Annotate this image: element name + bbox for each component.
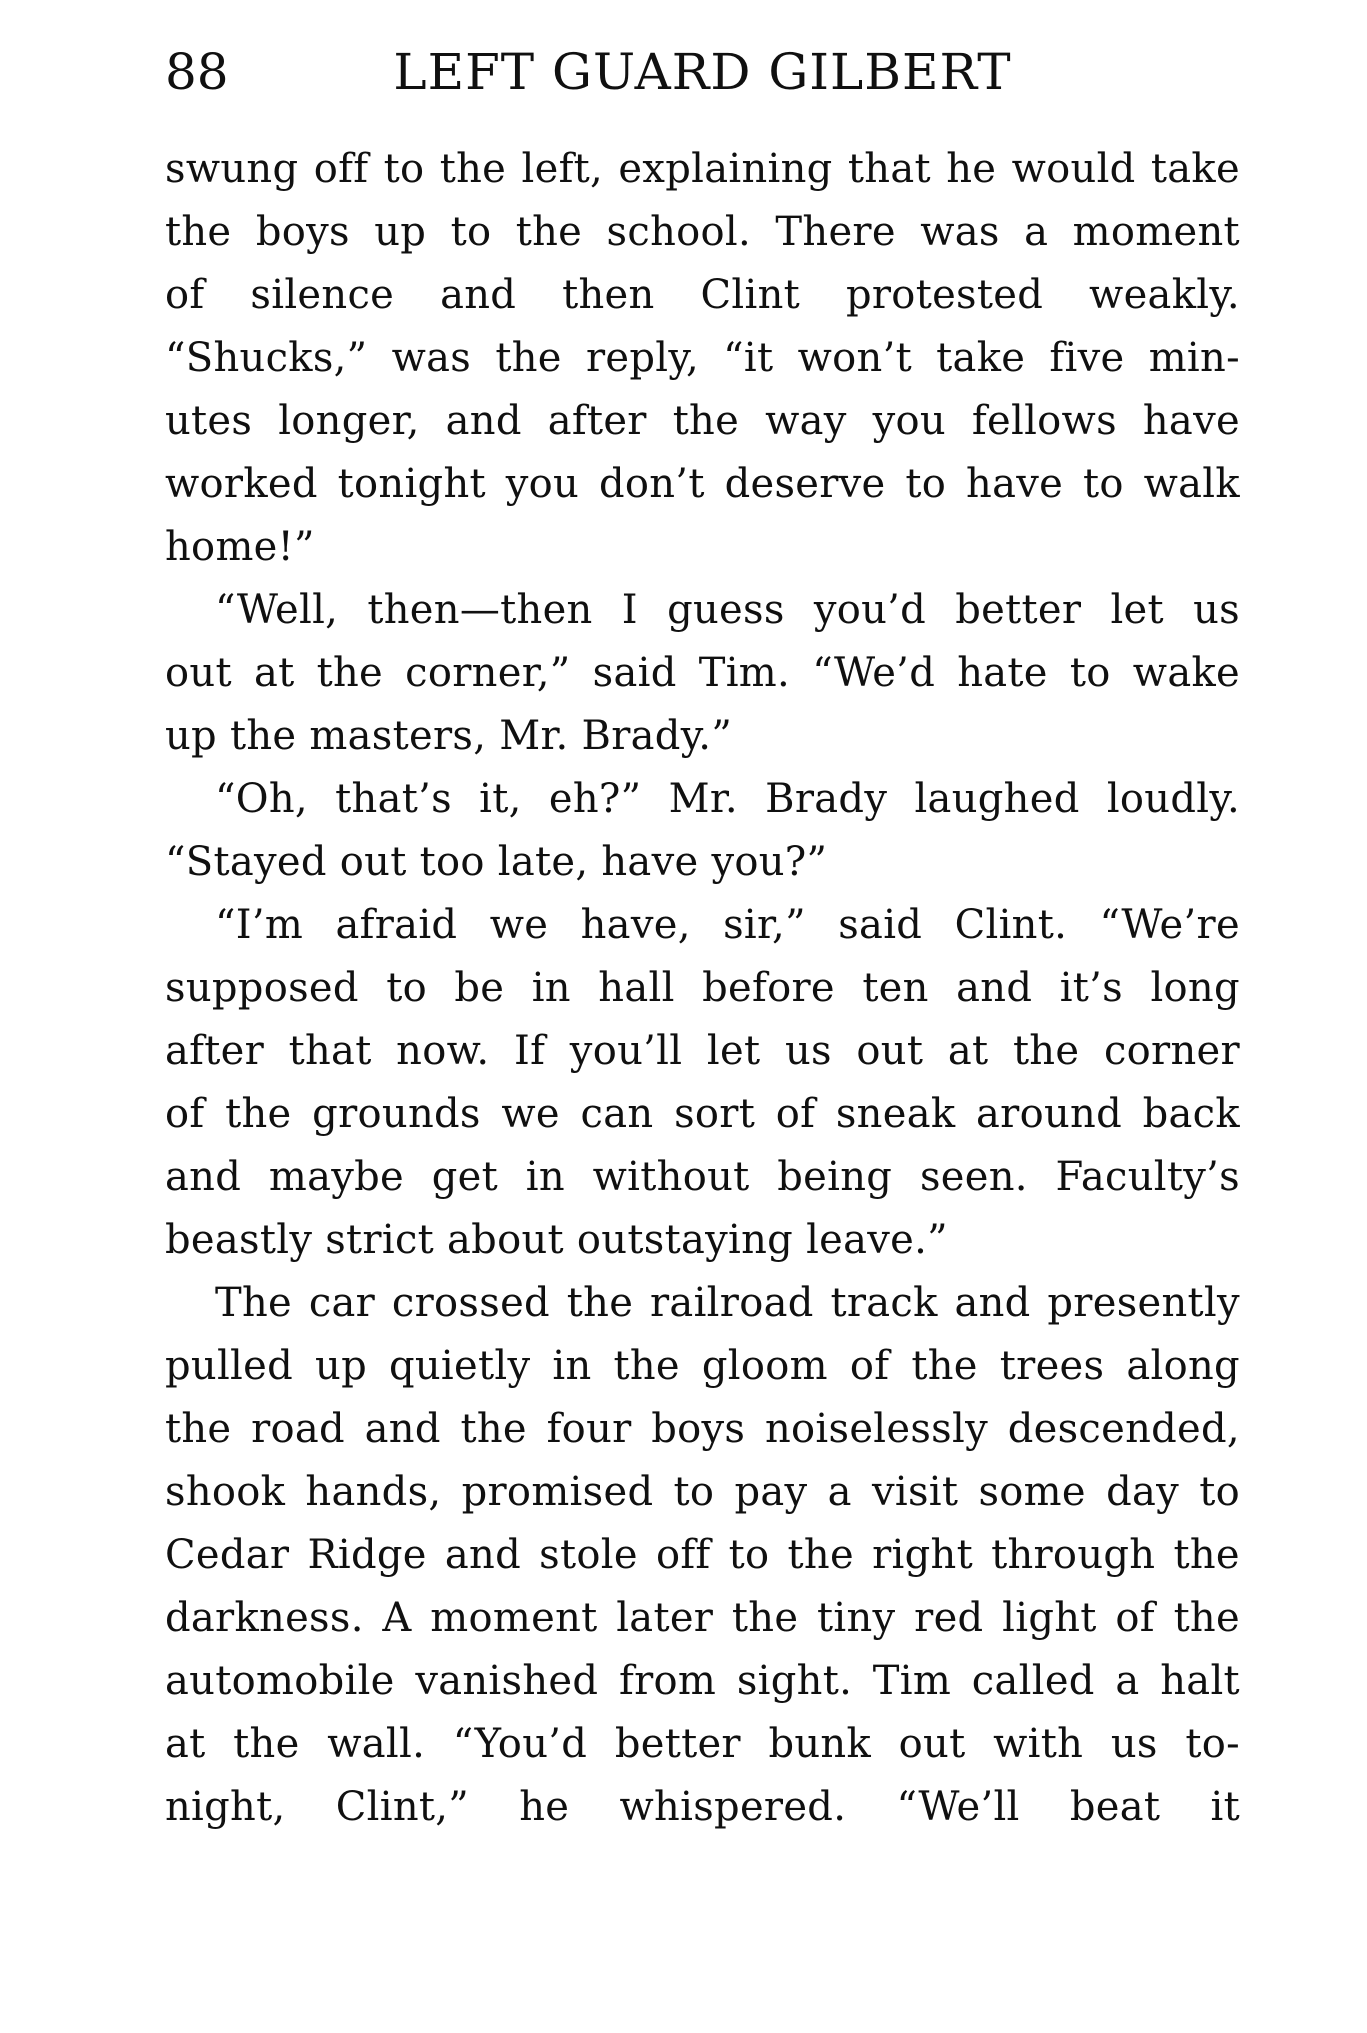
word: and bbox=[954, 1280, 1031, 1326]
word: pay bbox=[734, 1469, 808, 1515]
word: before bbox=[702, 965, 835, 1011]
page-header-title: LEFT GUARD GILBERT bbox=[393, 43, 1012, 101]
word: in bbox=[531, 965, 571, 1011]
word: walk bbox=[1143, 461, 1240, 507]
word: and bbox=[956, 965, 1033, 1011]
word: off bbox=[655, 1532, 711, 1578]
word: at bbox=[165, 1721, 206, 1767]
word: some bbox=[978, 1469, 1086, 1515]
word: up bbox=[374, 209, 427, 255]
word: Tim. bbox=[698, 650, 791, 696]
word: noiselessly bbox=[764, 1406, 988, 1452]
word: track bbox=[830, 1280, 938, 1326]
word: the bbox=[225, 1091, 292, 1137]
word: the bbox=[495, 335, 562, 381]
word: “it bbox=[723, 335, 774, 381]
word: The bbox=[215, 1280, 293, 1326]
word: four bbox=[546, 1406, 632, 1452]
word: take bbox=[1150, 146, 1240, 192]
word: visit bbox=[871, 1469, 959, 1515]
word: better bbox=[614, 1721, 741, 1767]
word: out bbox=[898, 1721, 966, 1767]
word: way bbox=[765, 398, 847, 444]
text-line bbox=[165, 1461, 1240, 1524]
word: you’ll bbox=[569, 1028, 683, 1074]
word: trees bbox=[999, 1343, 1105, 1389]
text-line bbox=[165, 1083, 1240, 1146]
text-line bbox=[165, 957, 1240, 1020]
word: that bbox=[288, 1028, 372, 1074]
word: “We’re bbox=[1099, 902, 1240, 948]
paragraph bbox=[165, 768, 1240, 894]
word: Tim bbox=[872, 1658, 952, 1704]
word: explaining bbox=[618, 146, 833, 192]
word: then bbox=[562, 272, 655, 318]
word: deserve bbox=[724, 461, 886, 507]
word: Clint,” bbox=[335, 1784, 470, 1830]
word: around bbox=[976, 1091, 1122, 1137]
text-line: home!” bbox=[165, 524, 315, 570]
word: “I’m bbox=[215, 902, 304, 948]
word: said bbox=[592, 650, 677, 696]
word: with bbox=[993, 1721, 1084, 1767]
word: stole bbox=[539, 1532, 638, 1578]
word: eh?” bbox=[548, 776, 642, 822]
word: the bbox=[613, 1343, 680, 1389]
word: vanished bbox=[415, 1658, 599, 1704]
word: crossed bbox=[391, 1280, 550, 1326]
word: halt bbox=[1160, 1658, 1240, 1704]
word: maybe bbox=[268, 1154, 405, 1200]
word: of bbox=[165, 272, 205, 318]
text-line: “Stayed out too late, have you?” bbox=[165, 839, 828, 885]
word: you’d bbox=[813, 587, 927, 633]
word: min- bbox=[1148, 335, 1240, 381]
word: have, bbox=[580, 902, 691, 948]
word: fellows bbox=[971, 398, 1117, 444]
word: the bbox=[787, 1532, 854, 1578]
word: to bbox=[383, 146, 425, 192]
word: If bbox=[514, 1028, 546, 1074]
word: out bbox=[856, 1028, 924, 1074]
word: gloom bbox=[701, 1343, 828, 1389]
word: was bbox=[391, 335, 472, 381]
text-line bbox=[165, 1650, 1240, 1713]
word: left, bbox=[521, 146, 604, 192]
word: the bbox=[566, 1280, 634, 1326]
word: presently bbox=[1047, 1280, 1240, 1326]
text-line bbox=[165, 1146, 1240, 1209]
word: called bbox=[971, 1658, 1095, 1704]
word: bunk bbox=[768, 1721, 872, 1767]
word: moment bbox=[430, 1595, 598, 1641]
text-line bbox=[165, 1776, 1240, 1839]
text-line bbox=[165, 453, 1240, 516]
word: hands, bbox=[305, 1469, 442, 1515]
text-line bbox=[165, 768, 1240, 831]
word: in bbox=[525, 1154, 565, 1200]
word: the bbox=[672, 398, 740, 444]
word: laughed bbox=[914, 776, 1080, 822]
word: corner bbox=[1103, 1028, 1240, 1074]
word: loudly. bbox=[1106, 776, 1240, 822]
word: later bbox=[616, 1595, 714, 1641]
word: now. bbox=[396, 1028, 490, 1074]
word: don’t bbox=[598, 461, 705, 507]
word: “We’ll bbox=[896, 1784, 1020, 1830]
word: guess bbox=[667, 587, 785, 633]
word: have bbox=[1142, 398, 1240, 444]
word: wall. bbox=[327, 1721, 426, 1767]
word: that bbox=[847, 146, 931, 192]
word: and bbox=[165, 1154, 242, 1200]
word: boys bbox=[651, 1406, 746, 1452]
word: whispered. bbox=[619, 1784, 847, 1830]
word: sir,” bbox=[723, 902, 806, 948]
paragraph bbox=[165, 1272, 1240, 1839]
word: “We’d bbox=[812, 650, 936, 696]
word: the bbox=[731, 1595, 799, 1641]
word: hate bbox=[957, 650, 1048, 696]
word: Faculty’s bbox=[1055, 1154, 1240, 1200]
word: night, bbox=[165, 1784, 286, 1830]
word: of bbox=[849, 1343, 890, 1389]
text-line bbox=[165, 327, 1240, 390]
text-line bbox=[165, 1335, 1240, 1398]
word: light bbox=[1002, 1595, 1097, 1641]
word: sneak bbox=[835, 1091, 956, 1137]
word: we bbox=[501, 1091, 560, 1137]
word: take bbox=[936, 335, 1026, 381]
word: let bbox=[1110, 587, 1164, 633]
word: to bbox=[1069, 650, 1111, 696]
word: I bbox=[621, 587, 638, 633]
word: the bbox=[233, 1721, 300, 1767]
text-line bbox=[165, 1398, 1240, 1461]
word: of bbox=[165, 1091, 205, 1137]
word: us bbox=[1110, 1721, 1158, 1767]
word: to bbox=[673, 1469, 715, 1515]
text-line bbox=[165, 1587, 1240, 1650]
word: to bbox=[1082, 461, 1124, 507]
word: tiny bbox=[817, 1595, 896, 1641]
text-line bbox=[165, 1272, 1240, 1335]
word: descended, bbox=[1007, 1406, 1240, 1452]
word: “Shucks,” bbox=[165, 335, 368, 381]
word: the bbox=[1173, 1532, 1240, 1578]
word: ten bbox=[862, 965, 929, 1011]
word: boys bbox=[255, 209, 350, 255]
word: longer, bbox=[278, 398, 420, 444]
word: in bbox=[552, 1343, 592, 1389]
word: utes bbox=[165, 398, 253, 444]
word: the bbox=[165, 1406, 232, 1452]
word: road bbox=[251, 1406, 345, 1452]
text-line bbox=[165, 1020, 1240, 1083]
word: the bbox=[439, 146, 507, 192]
word: right bbox=[872, 1532, 973, 1578]
word: and bbox=[444, 1532, 522, 1578]
word: Mr. bbox=[668, 776, 738, 822]
paragraph bbox=[165, 894, 1240, 1272]
word: A bbox=[382, 1595, 412, 1641]
word: the bbox=[165, 209, 232, 255]
word: you bbox=[872, 398, 946, 444]
page-body bbox=[165, 138, 1240, 1839]
word: promised bbox=[461, 1469, 654, 1515]
word: then—then bbox=[367, 587, 593, 633]
word: and bbox=[440, 272, 517, 318]
text-line bbox=[165, 138, 1240, 201]
text-line bbox=[165, 1524, 1240, 1587]
word: that’s bbox=[335, 776, 452, 822]
word: supposed bbox=[165, 965, 359, 1011]
word: reply, bbox=[585, 335, 699, 381]
word: the bbox=[460, 1406, 527, 1452]
word: tonight bbox=[337, 461, 486, 507]
word: would bbox=[1011, 146, 1136, 192]
word: shook bbox=[165, 1469, 286, 1515]
paragraph bbox=[165, 579, 1240, 768]
word: to bbox=[905, 461, 947, 507]
word: Clint. bbox=[954, 902, 1068, 948]
word: “You’d bbox=[452, 1721, 588, 1767]
text-line bbox=[165, 1713, 1240, 1776]
word: out bbox=[165, 650, 232, 696]
word: five bbox=[1049, 335, 1125, 381]
word: without bbox=[592, 1154, 750, 1200]
paragraph bbox=[165, 138, 1240, 579]
word: Brady bbox=[765, 776, 888, 822]
word: after bbox=[547, 398, 647, 444]
word: at bbox=[253, 650, 295, 696]
word: it’s bbox=[1059, 965, 1124, 1011]
word: off bbox=[313, 146, 369, 192]
text-line: beastly strict about outstaying leave.” bbox=[165, 1217, 948, 1263]
word: a bbox=[827, 1469, 852, 1515]
word: let bbox=[706, 1028, 761, 1074]
word: get bbox=[431, 1154, 499, 1200]
word: and bbox=[364, 1406, 441, 1452]
word: he bbox=[519, 1784, 570, 1830]
word: sort bbox=[674, 1091, 756, 1137]
word: to bbox=[1199, 1469, 1240, 1515]
word: to bbox=[728, 1532, 770, 1578]
word: red bbox=[914, 1595, 984, 1641]
word: There bbox=[775, 209, 896, 255]
word: Clint bbox=[700, 272, 801, 318]
word: darkness. bbox=[165, 1595, 364, 1641]
word: Ridge bbox=[307, 1532, 427, 1578]
word: automobile bbox=[165, 1658, 395, 1704]
word: “Well, bbox=[215, 587, 339, 633]
word: the bbox=[911, 1343, 978, 1389]
text-line bbox=[165, 264, 1240, 327]
word: day bbox=[1106, 1469, 1180, 1515]
word: a bbox=[1024, 209, 1049, 255]
word: won’t bbox=[797, 335, 912, 381]
word: being bbox=[777, 1154, 893, 1200]
word: seen. bbox=[919, 1154, 1028, 1200]
text-line bbox=[165, 894, 1240, 957]
text-line: up the masters, Mr. Brady.” bbox=[165, 713, 733, 759]
word: the bbox=[1012, 1028, 1080, 1074]
word: grounds bbox=[312, 1091, 481, 1137]
word: beat bbox=[1069, 1784, 1161, 1830]
word: it bbox=[1210, 1784, 1240, 1830]
word: you bbox=[505, 461, 580, 507]
text-line bbox=[165, 201, 1240, 264]
word: it, bbox=[479, 776, 522, 822]
word: back bbox=[1142, 1091, 1240, 1137]
word: a bbox=[1115, 1658, 1140, 1704]
word: school. bbox=[606, 209, 752, 255]
word: have bbox=[966, 461, 1064, 507]
word: was bbox=[920, 209, 1000, 255]
word: moment bbox=[1072, 209, 1240, 255]
word: of bbox=[775, 1091, 816, 1137]
word: at bbox=[947, 1028, 989, 1074]
word: to bbox=[386, 965, 427, 1011]
word: us bbox=[1193, 587, 1240, 633]
word: the bbox=[316, 650, 384, 696]
word: car bbox=[308, 1280, 376, 1326]
page-number: 88 bbox=[165, 43, 229, 101]
word: wake bbox=[1132, 650, 1240, 696]
word: long bbox=[1150, 965, 1240, 1011]
word: be bbox=[454, 965, 505, 1011]
word: silence bbox=[250, 272, 395, 318]
word: said bbox=[838, 902, 923, 948]
word: quietly bbox=[388, 1343, 531, 1389]
word: pulled bbox=[165, 1343, 294, 1389]
word: through bbox=[991, 1532, 1156, 1578]
word: to- bbox=[1185, 1721, 1240, 1767]
word: sight. bbox=[736, 1658, 853, 1704]
word: and bbox=[445, 398, 522, 444]
word: worked bbox=[165, 461, 318, 507]
text-line bbox=[165, 579, 1240, 642]
word: up bbox=[315, 1343, 367, 1389]
word: the bbox=[515, 209, 583, 255]
running-header bbox=[165, 44, 1240, 106]
word: swung bbox=[165, 146, 299, 192]
word: protested bbox=[845, 272, 1044, 318]
word: we bbox=[489, 902, 549, 948]
word: of bbox=[1115, 1595, 1155, 1641]
word: corner,” bbox=[405, 650, 571, 696]
text-line bbox=[165, 390, 1240, 453]
word: afraid bbox=[335, 902, 458, 948]
word: can bbox=[580, 1091, 654, 1137]
word: after bbox=[165, 1028, 265, 1074]
word: to bbox=[450, 209, 492, 255]
word: hall bbox=[598, 965, 675, 1011]
word: Cedar bbox=[165, 1532, 290, 1578]
word: he bbox=[946, 146, 997, 192]
word: weakly. bbox=[1089, 272, 1240, 318]
word: along bbox=[1126, 1343, 1240, 1389]
word: from bbox=[618, 1658, 717, 1704]
word: the bbox=[1173, 1595, 1240, 1641]
word: railroad bbox=[650, 1280, 814, 1326]
word: better bbox=[955, 587, 1082, 633]
text-line bbox=[165, 642, 1240, 705]
word: “Oh, bbox=[215, 776, 308, 822]
word: us bbox=[784, 1028, 832, 1074]
